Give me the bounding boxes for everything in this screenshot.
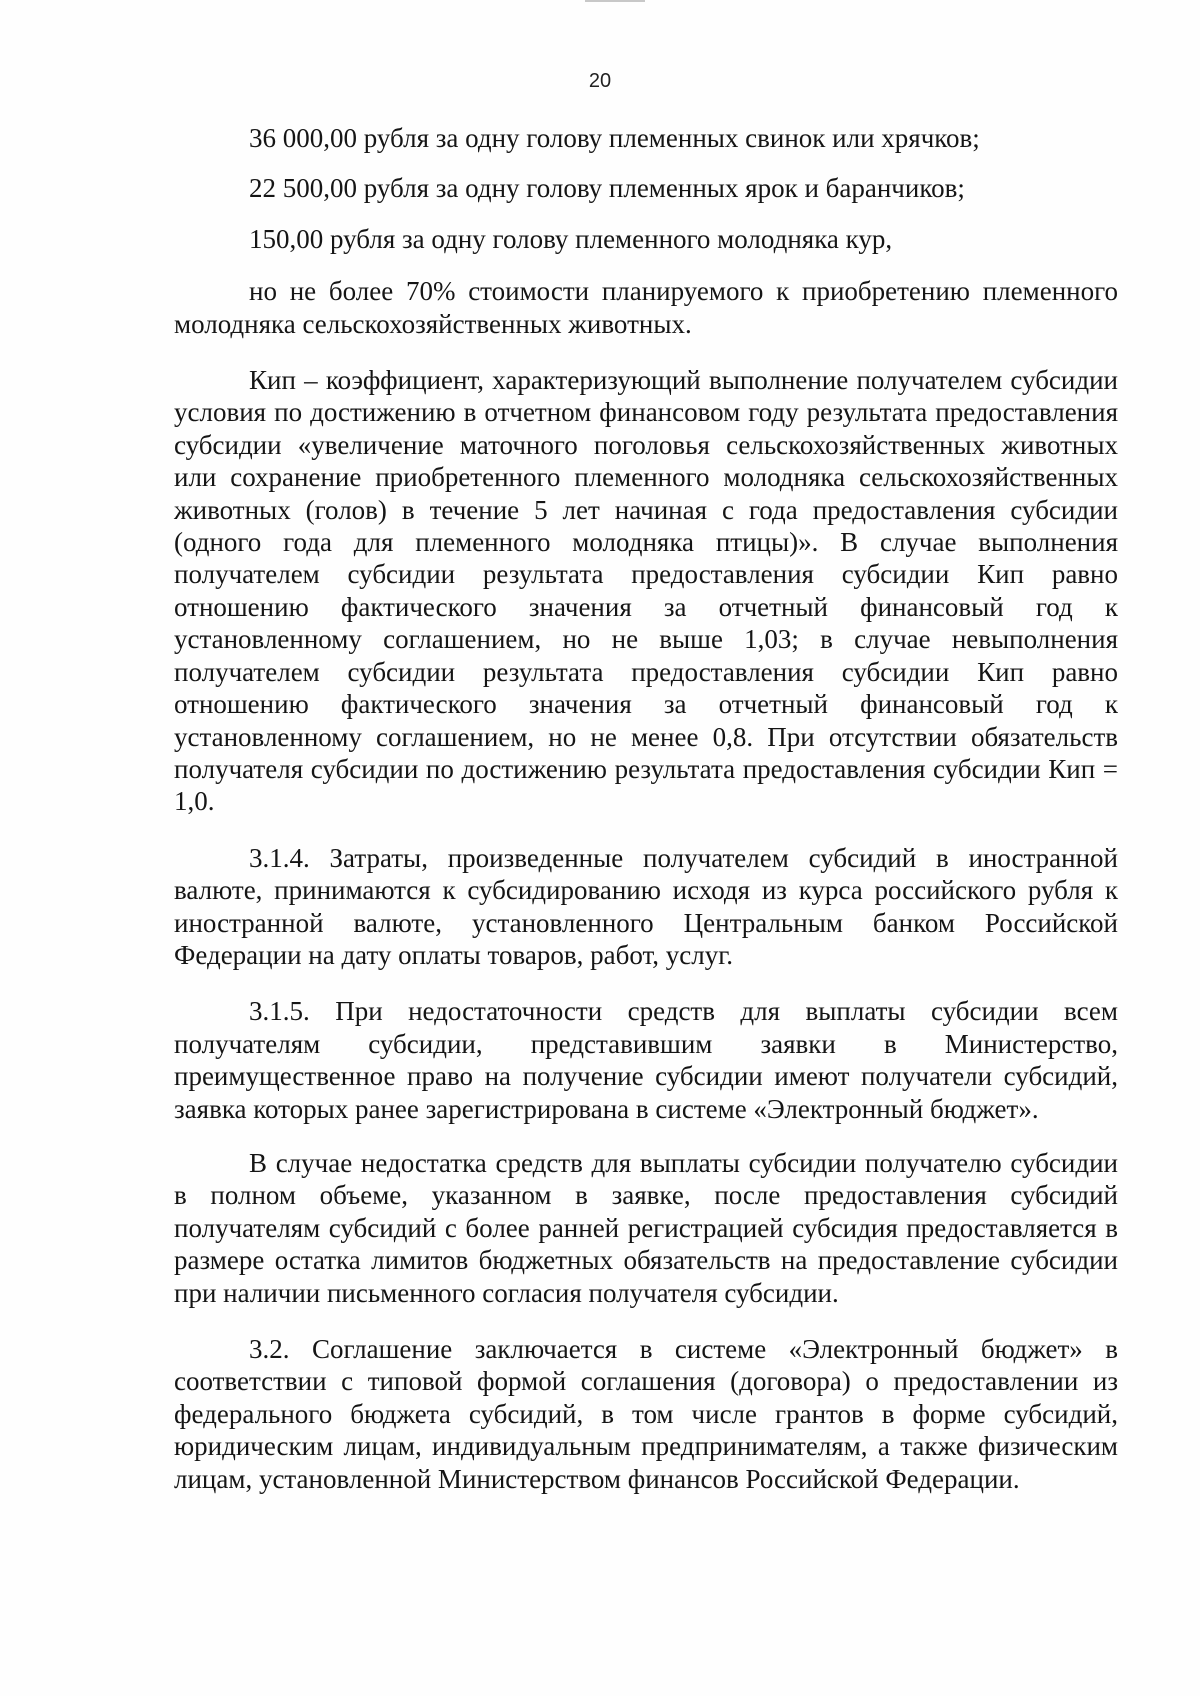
scan-artifact xyxy=(585,0,645,2)
insufficient-funds-paragraph: В случае недостатка средств для выплаты субсидии получателю субсидии в полном объеме, указанном в заявке, после предоставления субсидий получателям субсидий с более ранней регистрацией субсидия предоставляется в размере остатка лимитов бюджетных обязательств на предоставление субсидии при наличии письменного согласия получателя субсидии. xyxy=(174,1147,1118,1308)
section-3-1-4: 3.1.4. Затраты, произведенные получателем субсидий в иностранной валюте, принимаются к субсидированию исходя из курса российского рубля к иностранной валюте, установленного Центральным банком Российской Федерации на дату оплаты товаров, работ, услуг. xyxy=(174,842,1118,970)
document-body xyxy=(174,122,1118,1519)
rate-pigs: 36 000,00 рубля за одну голову племенных свинок или хрячков; xyxy=(249,123,980,153)
section-3-2: 3.2. Соглашение заключается в системе «Электронный бюджет» в соответствии с типовой формой соглашения (договора) о предоставлении из федерального бюджета субсидий, в том числе грантов в форме субсидий, юридическим лицам, индивидуальным предпринимателям, а также физическим лицам, установленной Министерством финансов Российской Федерации. xyxy=(174,1334,1118,1494)
rate-sheep: 22 500,00 рубля за одну голову племенных ярок и баранчиков; xyxy=(249,173,965,204)
page-number: 20 xyxy=(588,70,612,92)
cost-limit-paragraph: но не более 70% стоимости планируемого к приобретению племенного молодняка сельскохозяйственных животных. xyxy=(174,276,1118,339)
kip-coefficient-paragraph: Кип – коэффициент, характеризующий выполнение получателем субсидии условия по достижению в отчетном финансовом году результата предоставления субсидии «увеличение маточного поголовья сельскохозяйственных животных или сохранение приобретенного племенного молодняка сельскохозяйственных животных (голов) в течение 5 лет начиная с года предоставления субсидии (одного года для племенного молодняка птицы)». В случае выполнения получателем субсидии результата предоставления субсидии Кип равно отношению фактического значения за отчетный финансовый год к установленному соглашением, но не выше 1,03; в случае невыполнения получателем субсидии результата предоставления субсидии Кип равно отношению фактического значения за отчетный финансовый год к установленному соглашением, но не менее 0,8. При отсутствии обязательств получателя субсидии по достижению результата предоставления субсидии Кип = 1,0. xyxy=(174,365,1118,817)
rate-poultry: 150,00 рубля за одну голову племенного молодняка кур, xyxy=(249,223,893,254)
section-3-1-5: 3.1.5. При недостаточности средств для выплаты субсидии всем получателям субсидии, представившим заявки в Министерство, преимущественное право на получение субсидии имеют получатели субсидий, заявка которых ранее зарегистрирована в системе «Электронный бюджет». xyxy=(174,996,1118,1124)
